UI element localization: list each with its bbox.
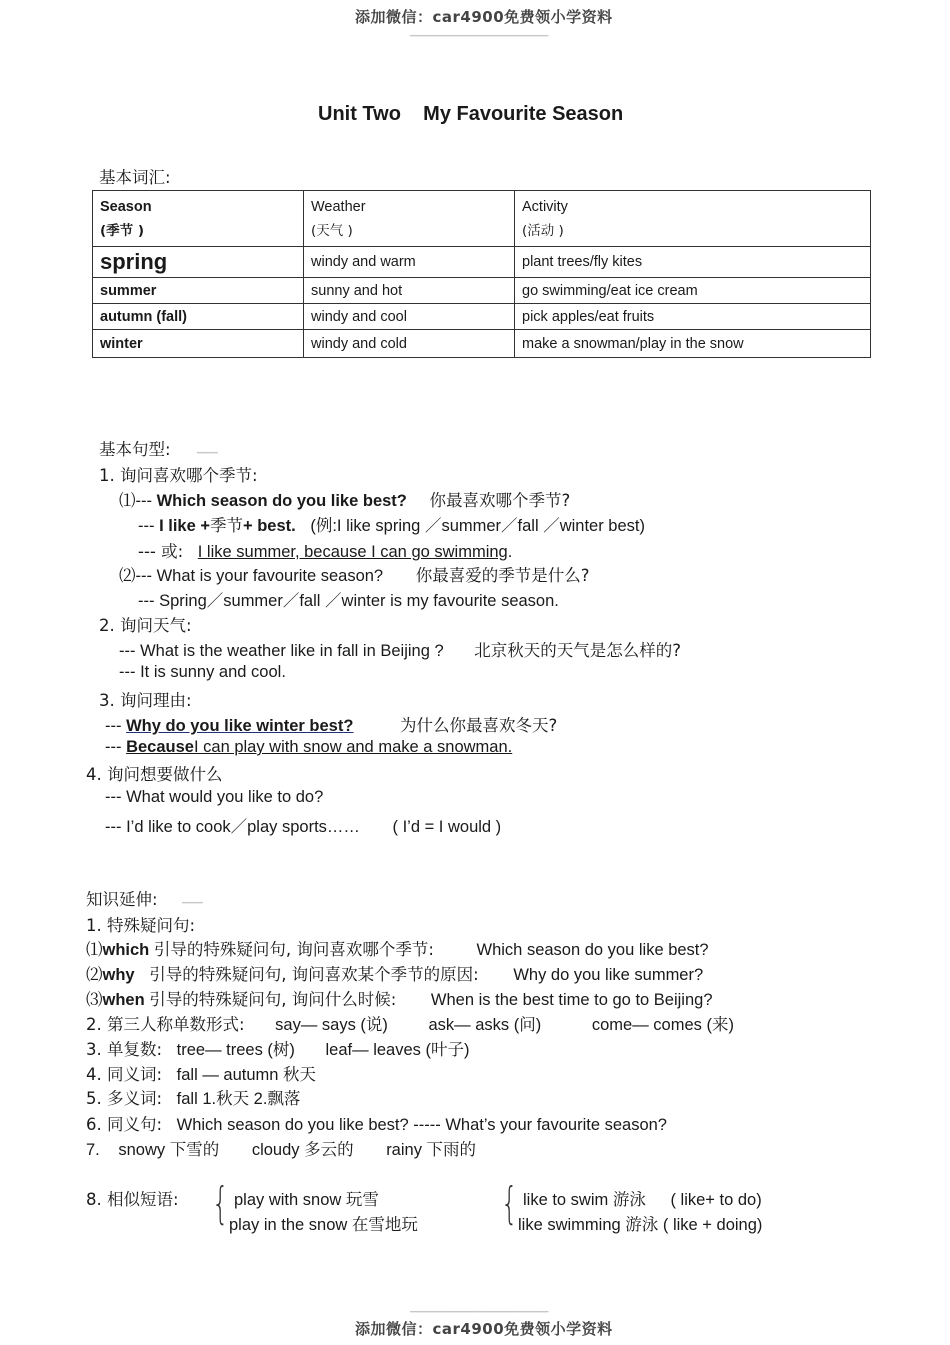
ext-item-4: 4. 同义词: fall — autumn 秋天 [86, 1065, 317, 1084]
pattern-1-title: 1. 询问喜欢哪个季节: [99, 466, 258, 485]
weather-cell: sunny and hot [304, 278, 515, 304]
header-season: Season (季节 ) [93, 191, 304, 247]
pattern-2-title: 2. 询问天气: [99, 616, 192, 635]
pattern-1-answer-3: --- Spring／summer／fall ／winter is my favourite season. [138, 592, 559, 610]
pattern-1-alt-answer: --- 或: I like summer, because I can go swimming. [138, 542, 513, 561]
ext-item-3: 3. 单复数: tree— trees (树) leaf— leaves (叶子) [86, 1040, 470, 1059]
pattern-1-answer-line: --- I like +季节+ best. (例:I like spring ／summer／fall ／winter best) [138, 516, 645, 535]
faint-mark: ▁▁▁ [182, 893, 203, 903]
vocab-header-row [93, 191, 871, 247]
activity-cell: go swimming/eat ice cream [515, 278, 871, 304]
pattern-1-question-2: ⑵--- What is your favourite season? 你最喜爱的季节是什么? [119, 566, 590, 585]
left-brace-icon: { [501, 1178, 518, 1229]
season-cell: summer [93, 278, 304, 304]
ext-which-line: ⑴which 引导的特殊疑问句, 询问喜欢哪个季节: Which season do you like best? [86, 940, 709, 959]
ext-when-line: ⑶when 引导的特殊疑问句, 询问什么时候: When is the best time to go to Beijing? [86, 990, 713, 1009]
watermark-bottom: 添加微信：car4900免费领小学资料 [355, 1320, 613, 1338]
pattern-1-question-line: ⑴--- Which season do you like best? 你最喜欢哪个季节? [119, 491, 571, 510]
table-row [93, 278, 871, 304]
activity-cell: make a snowman/play in the snow [515, 330, 871, 358]
header-weather: Weather (天气 ) [304, 191, 515, 247]
faint-header-line: ▁▁▁▁▁▁▁▁▁▁▁▁▁▁▁▁▁▁▁▁ [410, 26, 549, 36]
ext-item-5: 5. 多义词: fall 1.秋天 2.飘落 [86, 1089, 301, 1108]
extension-heading: 知识延伸: [86, 890, 158, 909]
header-activity: Activity (活动 ) [515, 191, 871, 247]
ext-why-line: ⑵why 引导的特殊疑问句, 询问喜欢某个季节的原因: Why do you like summer? [86, 965, 704, 984]
faint-footer-line: ▁▁▁▁▁▁▁▁▁▁▁▁▁▁▁▁▁▁▁▁ [410, 1302, 549, 1312]
left-brace-icon: { [212, 1178, 229, 1229]
weather-cell: windy and cool [304, 304, 515, 330]
page-title: Unit Two My Favourite Season [318, 103, 624, 125]
table-row [93, 247, 871, 278]
phrase-like-to-swim: like to swim 游泳 ( like+ to do) [523, 1191, 762, 1209]
faint-mark: ▁▁▁ [197, 443, 218, 453]
pattern-2-question: --- What is the weather like in fall in Beijing ? 北京秋天的天气是怎么样的? [119, 641, 681, 660]
table-row [93, 330, 871, 358]
pattern-3-question: --- Why do you like winter best? 为什么你最喜欢冬天? [105, 716, 558, 735]
pattern-4-answer: --- I’d like to cook／play sports…… ( I’d = I would ) [105, 818, 502, 836]
phrase-play-in-snow: play in the snow 在雪地玩 [229, 1216, 418, 1234]
watermark-top: 添加微信：car4900免费领小学资料 [355, 8, 613, 26]
ext-item-8: 8. 相似短语: [86, 1190, 179, 1209]
vocab-table [92, 190, 871, 358]
ext-item-7: 7. snowy 下雪的 cloudy 多云的 rainy 下雨的 [86, 1141, 477, 1159]
ext-item-6: 6. 同义句: Which season do you like best? ----- What’s your favourite season? [86, 1115, 667, 1134]
ext-item-1: 1. 特殊疑问句: [86, 916, 196, 935]
season-cell: winter [93, 330, 304, 358]
activity-cell: pick apples/eat fruits [515, 304, 871, 330]
weather-cell: windy and warm [304, 247, 515, 278]
phrase-play-with-snow: play with snow 玩雪 [234, 1191, 379, 1209]
season-cell: autumn (fall) [93, 304, 304, 330]
pattern-3-answer: --- BecauseI can play with snow and make a snowman. [105, 738, 513, 756]
patterns-heading: 基本句型: [99, 440, 171, 459]
weather-cell: windy and cold [304, 330, 515, 358]
table-row [93, 304, 871, 330]
pattern-3-title: 3. 询问理由: [99, 691, 192, 710]
pattern-4-question: --- What would you like to do? [105, 788, 324, 806]
pattern-4-title: 4. 询问想要做什么 [86, 765, 223, 784]
season-cell: spring [93, 247, 304, 278]
ext-item-2: 2. 第三人称单数形式: say— says (说) ask— asks (问) come— comes (来) [86, 1015, 734, 1034]
pattern-2-answer: --- It is sunny and cool. [119, 663, 286, 681]
phrase-like-swimming: like swimming 游泳 ( like + doing) [518, 1216, 763, 1234]
activity-cell: plant trees/fly kites [515, 247, 871, 278]
vocab-heading: 基本词汇: [99, 168, 171, 187]
